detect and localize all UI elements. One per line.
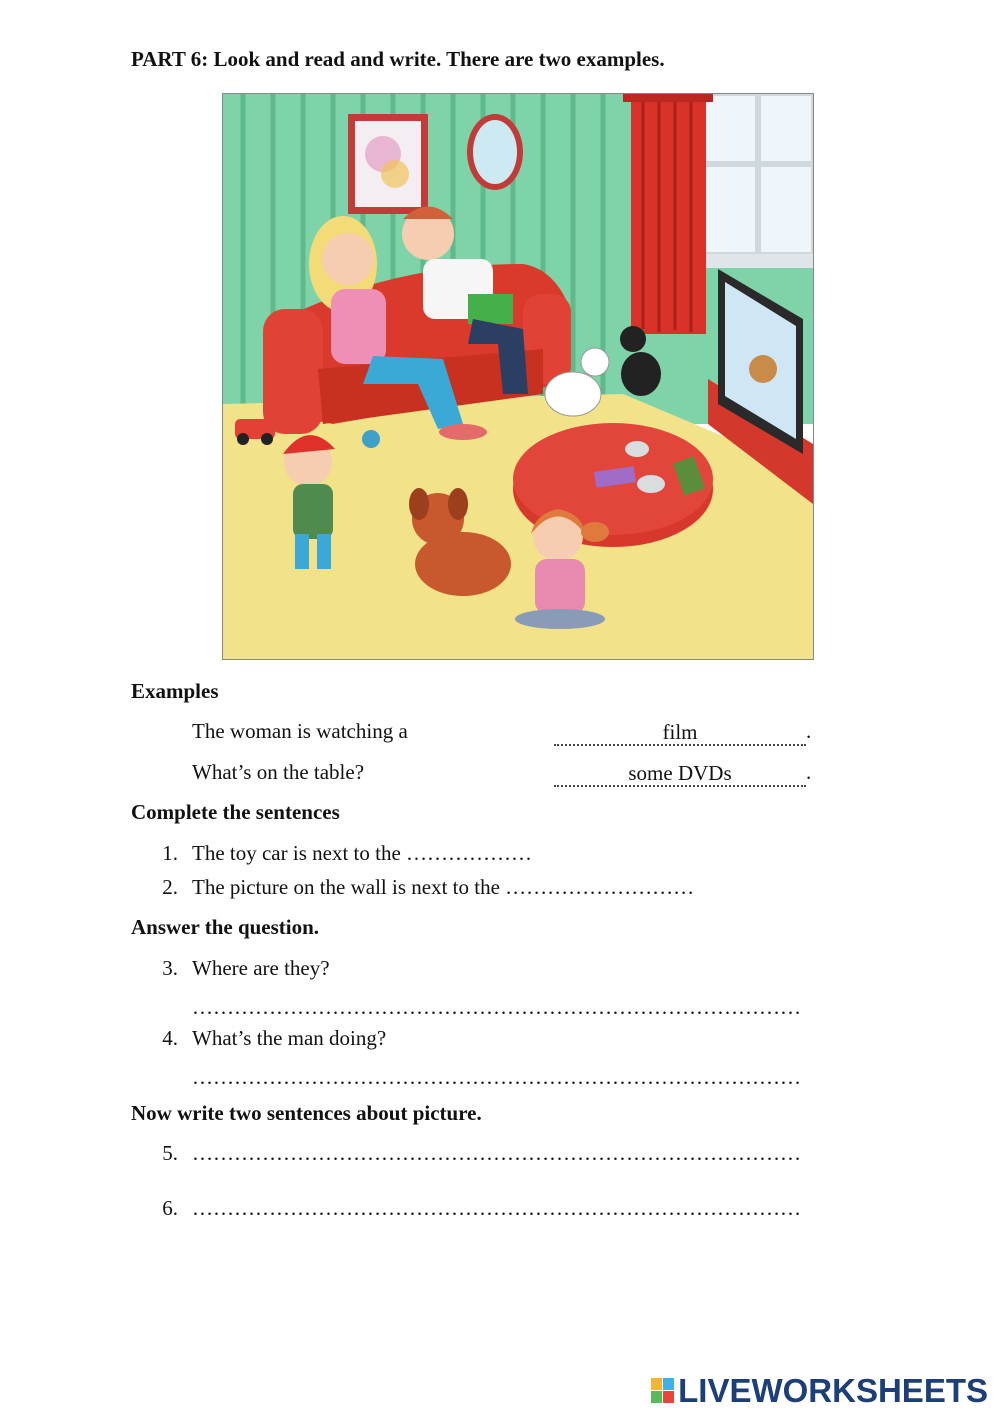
item-3-answer-line[interactable]: …………………………………………………………………………… — [192, 995, 801, 1019]
example-1-answer: film — [554, 720, 806, 746]
window — [693, 94, 813, 268]
item-2-number: 2. — [162, 875, 178, 899]
complete-heading: Complete the sentences — [131, 800, 340, 824]
curtain — [623, 94, 713, 334]
liveworksheets-logo[interactable] — [651, 1372, 988, 1410]
item-4-question: What’s the man doing? — [192, 1026, 387, 1050]
item-5-number: 5. — [162, 1141, 178, 1165]
item-1-sentence[interactable]: The toy car is next to the ……………… — [192, 841, 533, 865]
living-room-scene — [223, 94, 813, 659]
item-5-answer-line[interactable]: …………………………………………………………………………… — [192, 1141, 801, 1165]
wall-mirror — [467, 114, 523, 190]
item-4-answer-line[interactable]: …………………………………………………………………………… — [192, 1065, 801, 1089]
liveworksheets-logo-icon — [651, 1378, 675, 1404]
item-2-sentence[interactable]: The picture on the wall is next to the ……………………… — [192, 875, 695, 899]
write-heading: Now write two sentences about picture. — [131, 1101, 482, 1125]
logo-text: LIVEWORKSHEETS — [678, 1372, 988, 1409]
item-3-question: Where are they? — [192, 956, 330, 980]
item-3-number: 3. — [162, 956, 178, 980]
answer-heading: Answer the question. — [131, 915, 320, 939]
wall-picture — [348, 114, 428, 214]
examples-heading: Examples — [131, 679, 219, 703]
example-2-answer: some DVDs — [554, 761, 806, 787]
example-2-period: . — [806, 760, 812, 784]
item-4-number: 4. — [162, 1026, 178, 1050]
example-1-prompt: The woman is watching a — [192, 719, 408, 743]
worksheet-title: PART 6: Look and read and write. There are two examples. — [131, 47, 665, 71]
example-2-prompt: What’s on the table? — [192, 760, 365, 784]
item-6-answer-line[interactable]: …………………………………………………………………………… — [192, 1196, 801, 1220]
item-1-number: 1. — [162, 841, 178, 865]
item-6-number: 6. — [162, 1196, 178, 1220]
example-1-period: . — [806, 719, 812, 743]
living-room-illustration — [222, 93, 814, 660]
